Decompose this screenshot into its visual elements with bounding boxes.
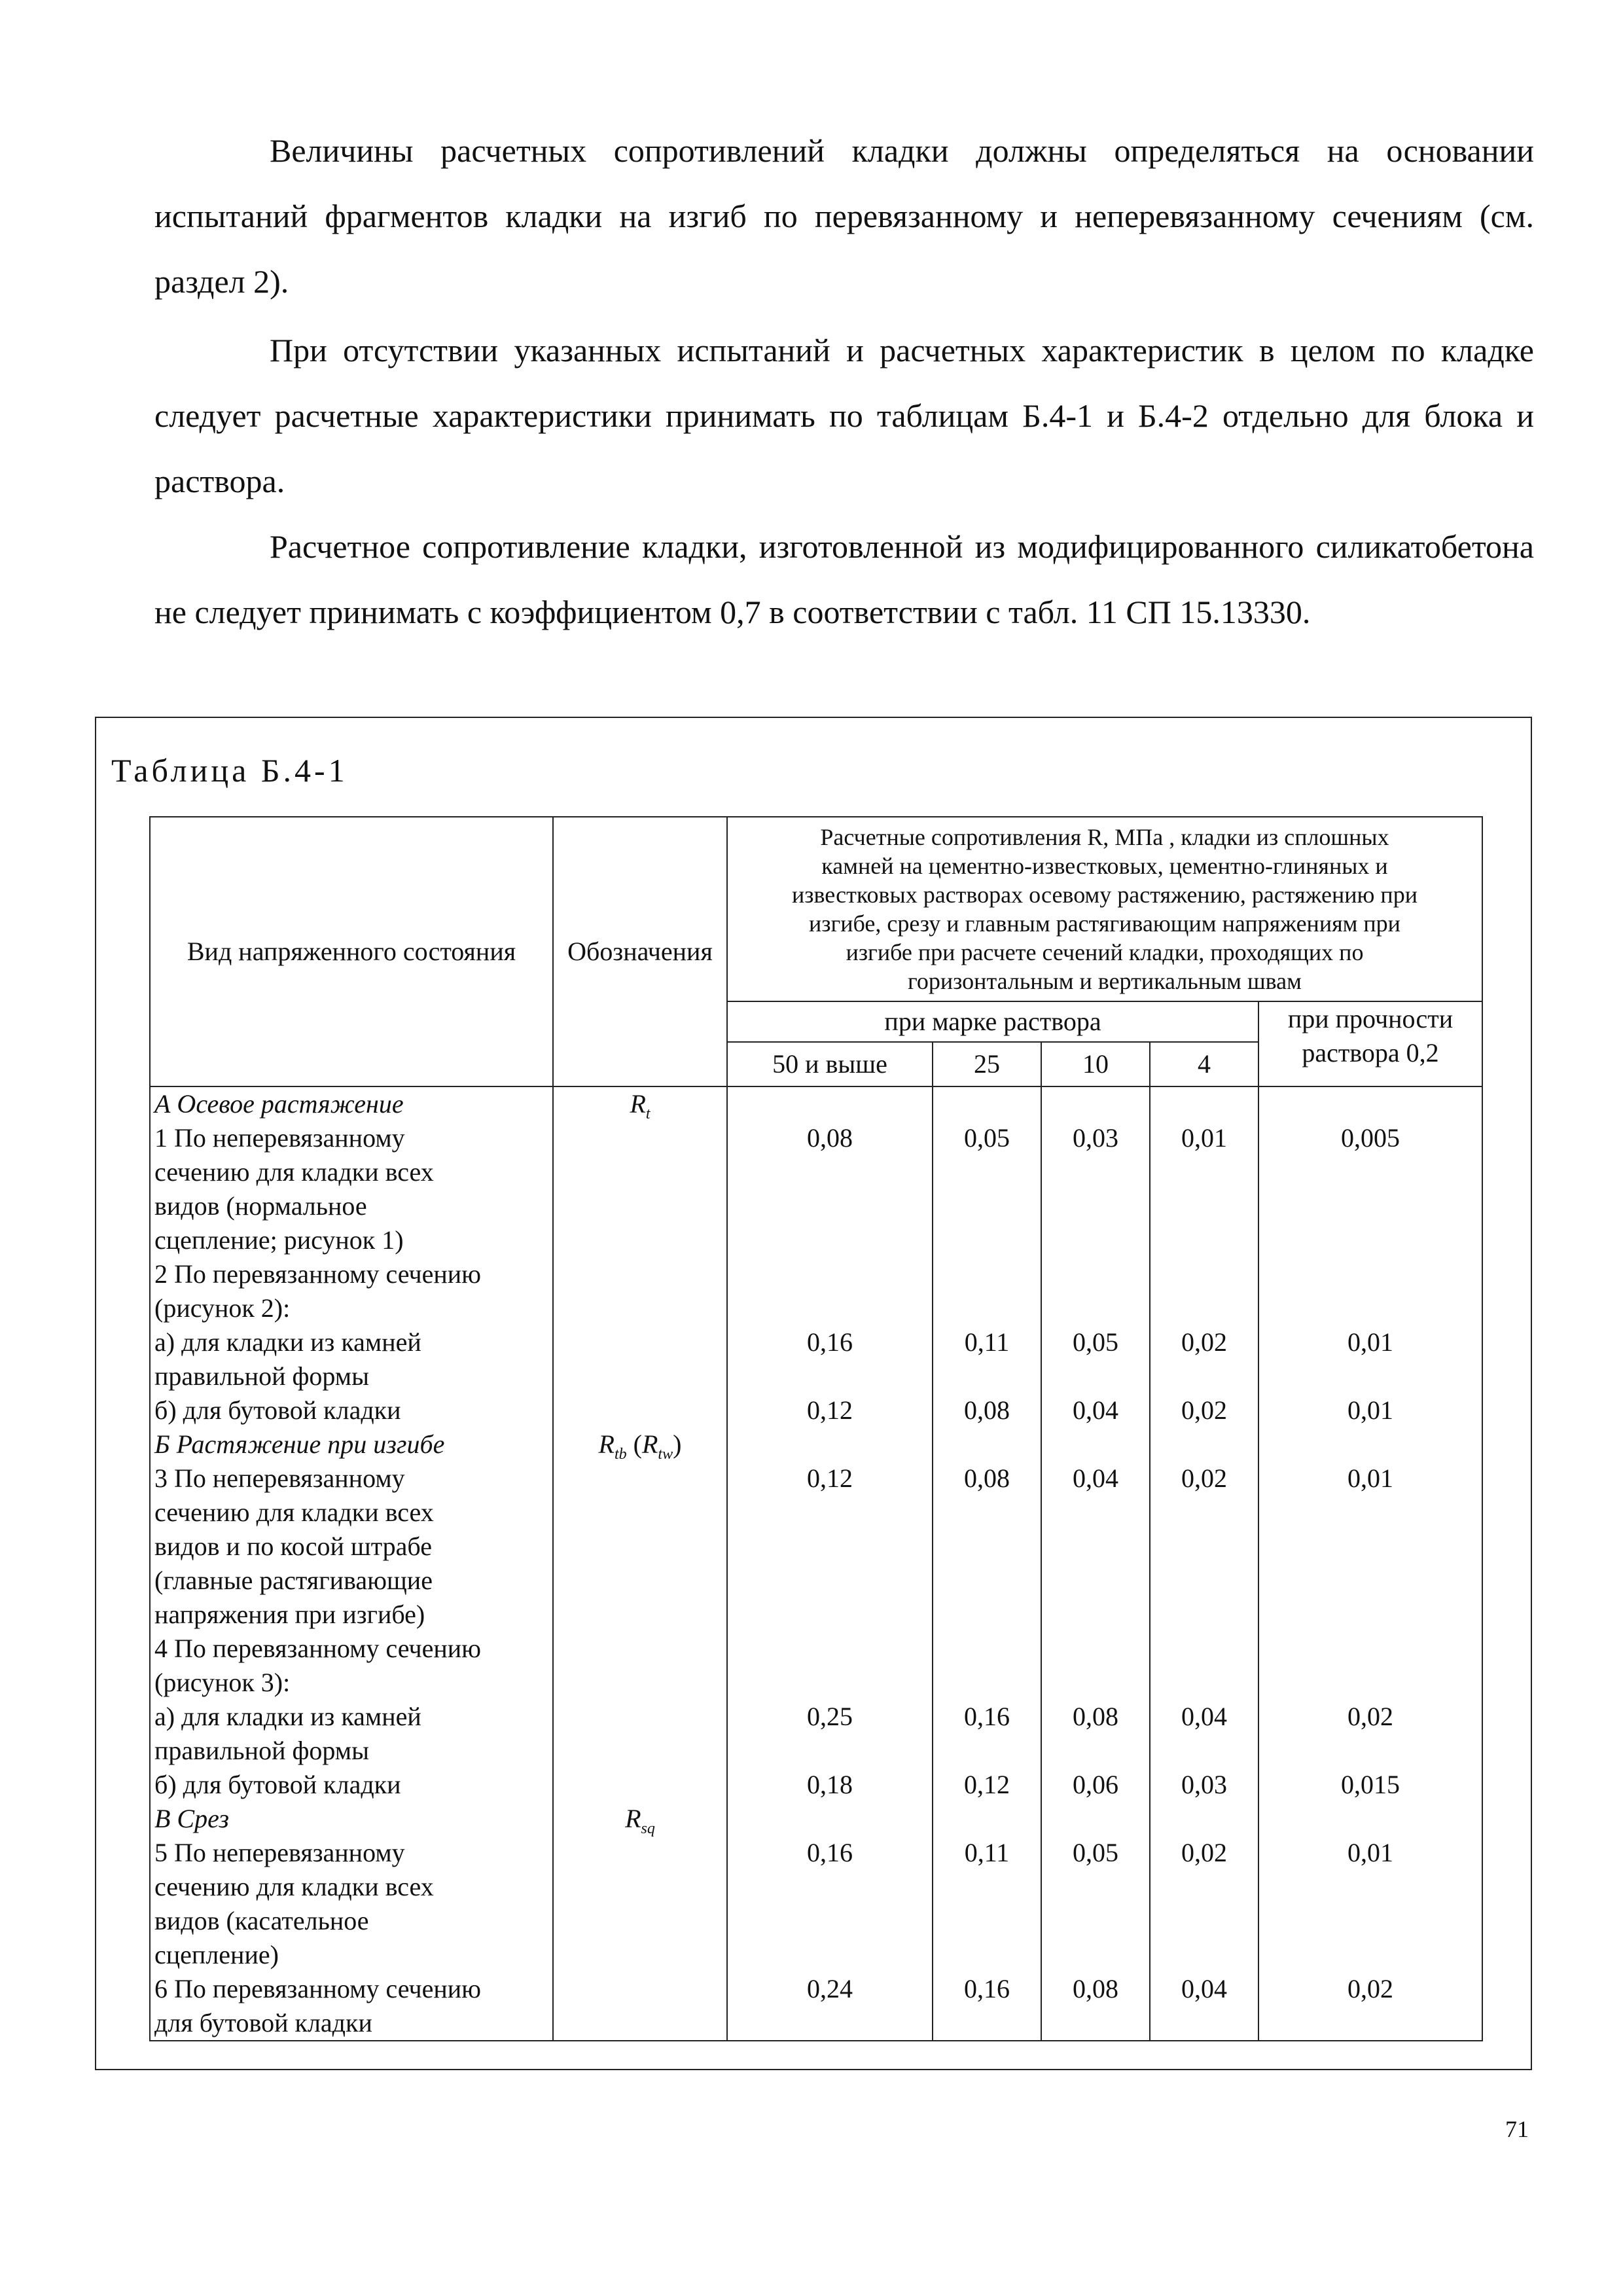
value-cell: 0,03 bbox=[1073, 1123, 1118, 1153]
description-column: А Осевое растяжение 1 По неперевязанному сечению для кладки всех видов (нормальное сцепление; рисунок 1) 2 По перевязанному сечению (рисунок 2): а) для кладки из камней правильной формы б) для бутовой кладки Б Растяжение при изгибе 3 По неперевязанному сечению для кладки всех видов и по косой штрабе (главные растягивающие напряжения при изгибе) 4 По перевязанному сечению (рисунок 3): а) для кладки из камней правильной формы б) для бутовой кладки В Срез 5 По неперевязанному сечению для кладки всех видов (касательное сцепление) 6 По перевязанному сечению для бутовой кладки bbox=[150, 1086, 553, 2041]
value-cell: 0,08 bbox=[1073, 1702, 1118, 1731]
header-mark-25: 25 bbox=[933, 1042, 1041, 1086]
header-strength: при прочности раствора 0,2 bbox=[1258, 1001, 1482, 1086]
values-25 bbox=[933, 1086, 1041, 2041]
value-cell: 0,01 bbox=[1347, 1838, 1393, 1867]
symbol-rt: $R_t$ bbox=[630, 1089, 651, 1122]
resistance-table bbox=[149, 816, 1483, 2041]
value-cell: 0,02 bbox=[1181, 1838, 1227, 1867]
value-cell: 0,015 bbox=[1341, 1770, 1400, 1799]
page-number: 71 bbox=[1505, 2116, 1529, 2142]
values-02 bbox=[1258, 1086, 1482, 2041]
table-title: Таблица Б.4-1 bbox=[111, 752, 348, 789]
values-4 bbox=[1150, 1086, 1258, 2041]
header-mark-10: 10 bbox=[1041, 1042, 1150, 1086]
values-50 bbox=[727, 1086, 933, 2041]
symbol-rtb: $R_{tb}$ $(R_{tw})$ bbox=[598, 1429, 682, 1463]
value-cell: 0,02 bbox=[1181, 1395, 1227, 1425]
value-cell: 0,01 bbox=[1347, 1395, 1393, 1425]
header-kind: Вид напряженного состояния bbox=[150, 817, 553, 1086]
value-cell: 0,18 bbox=[807, 1770, 853, 1799]
symbol-rsq: $R_{sq}$ bbox=[625, 1804, 655, 1837]
value-cell: 0,08 bbox=[1073, 1974, 1118, 2003]
value-cell: 0,01 bbox=[1347, 1463, 1393, 1493]
value-cell: 0,12 bbox=[964, 1770, 1010, 1799]
value-cell: 0,05 bbox=[964, 1123, 1010, 1153]
value-cell: 0,06 bbox=[1073, 1770, 1118, 1799]
symbol-column bbox=[553, 1086, 727, 2041]
section-c-heading: В Срез bbox=[154, 1804, 229, 1833]
value-cell: 0,04 bbox=[1073, 1395, 1118, 1425]
value-cell: 0,04 bbox=[1181, 1702, 1227, 1731]
paragraph-1: Величины расчетных сопротивлений кладки должны определяться на основании испытаний фрагментов кладки на изгиб по перевязанному и неперевязанному сечениям (см. раздел 2). bbox=[154, 132, 1534, 300]
value-cell: 0,005 bbox=[1341, 1123, 1400, 1153]
value-cell: 0,04 bbox=[1073, 1463, 1118, 1493]
header-main: Расчетные сопротивления R, МПа , кладки из сплошных камней на цементно-известковых, цементно-глиняных и известковых растворах осевому растяжению, растяжению при изгибе, срезу и главным растягивающим напряжениям при изгибе при расчете сечений кладки, проходящих по горизонтальным и вертикальным швам bbox=[727, 817, 1482, 1001]
value-cell: 0,16 bbox=[964, 1702, 1010, 1731]
value-cell: 0,02 bbox=[1347, 1702, 1393, 1731]
header-mark-4: 4 bbox=[1150, 1042, 1258, 1086]
value-cell: 0,02 bbox=[1181, 1327, 1227, 1357]
values-10 bbox=[1041, 1086, 1150, 2041]
value-cell: 0,24 bbox=[807, 1974, 853, 2003]
value-cell: 0,16 bbox=[807, 1838, 853, 1867]
value-cell: 0,02 bbox=[1347, 1974, 1393, 2003]
value-cell: 0,08 bbox=[964, 1463, 1010, 1493]
header-symbol: Обозначения bbox=[553, 817, 727, 1086]
section-a-heading: А Осевое растяжение bbox=[154, 1089, 404, 1119]
value-cell: 0,12 bbox=[807, 1395, 853, 1425]
paragraph-3: Расчетное сопротивление кладки, изготовленной из модифицированного силикатобетона не следует принимать с коэффициентом 0,7 в соответствии с табл. 11 СП 15.13330. bbox=[154, 528, 1534, 630]
value-cell: 0,08 bbox=[807, 1123, 853, 1153]
value-cell: 0,11 bbox=[964, 1838, 1010, 1867]
value-cell: 0,02 bbox=[1181, 1463, 1227, 1493]
section-b-heading: Б Растяжение при изгибе bbox=[154, 1429, 445, 1459]
value-cell: 0,12 bbox=[807, 1463, 853, 1493]
value-cell: 0,03 bbox=[1181, 1770, 1227, 1799]
value-cell: 0,01 bbox=[1347, 1327, 1393, 1357]
value-cell: 0,16 bbox=[807, 1327, 853, 1357]
value-cell: 0,01 bbox=[1181, 1123, 1227, 1153]
value-cell: 0,05 bbox=[1073, 1838, 1118, 1867]
paragraph-2: При отсутствии указанных испытаний и расчетных характеристик в целом по кладке следует расчетные характеристики принимать по таблицам Б.4-1 и Б.4-2 отдельно для блока и раствора. bbox=[154, 332, 1534, 499]
value-cell: 0,16 bbox=[964, 1974, 1010, 2003]
header-mark-50: 50 и выше bbox=[727, 1042, 933, 1086]
value-cell: 0,11 bbox=[964, 1327, 1010, 1357]
value-cell: 0,08 bbox=[964, 1395, 1010, 1425]
value-cell: 0,05 bbox=[1073, 1327, 1118, 1357]
value-cell: 0,04 bbox=[1181, 1974, 1227, 2003]
header-by-mark: при марке раствора bbox=[727, 1001, 1258, 1042]
value-cell: 0,25 bbox=[807, 1702, 853, 1731]
